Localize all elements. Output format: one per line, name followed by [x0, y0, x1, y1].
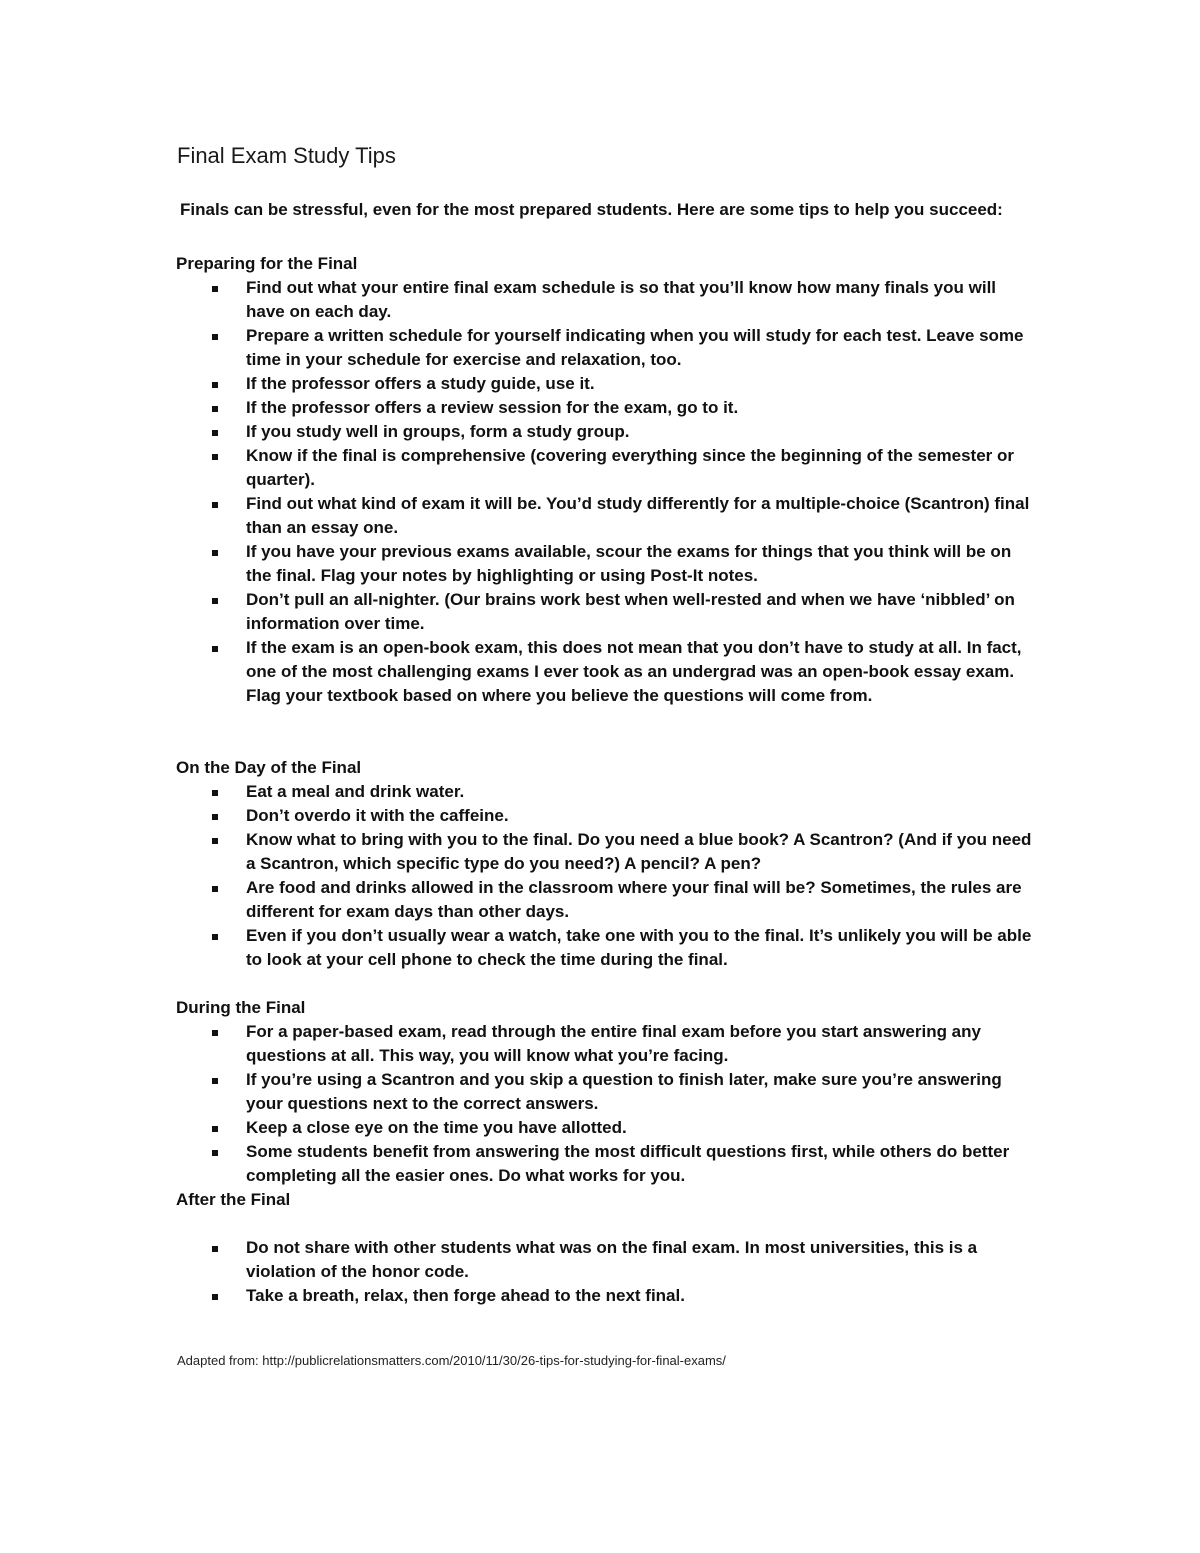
- square-bullet-icon: [212, 550, 218, 556]
- list-item-text: Are food and drinks allowed in the classroom where your final will be? Sometimes, the rules are different for exam days than other days.: [246, 878, 1022, 921]
- section-day-of: [176, 756, 1036, 972]
- tips-list: [176, 780, 1036, 972]
- square-bullet-icon: [212, 1150, 218, 1156]
- list-item-text: Know what to bring with you to the final. Do you need a blue book? A Scantron? (And if you need a Scantron, which specific type do you need?) A pencil? A pen?: [246, 830, 1032, 873]
- square-bullet-icon: [212, 454, 218, 460]
- square-bullet-icon: [212, 598, 218, 604]
- list-item: [246, 540, 1036, 588]
- square-bullet-icon: [212, 886, 218, 892]
- list-item: [246, 804, 1036, 828]
- square-bullet-icon: [212, 382, 218, 388]
- square-bullet-icon: [212, 334, 218, 340]
- square-bullet-icon: [212, 1078, 218, 1084]
- list-item: [246, 1236, 1036, 1284]
- list-item-text: Take a breath, relax, then forge ahead to the next final.: [246, 1286, 685, 1305]
- list-item: [246, 1020, 1036, 1068]
- list-item: [246, 1284, 1036, 1308]
- tips-list: [176, 1020, 1036, 1188]
- section-after: [176, 1188, 1036, 1308]
- document-title: Final Exam Study Tips: [177, 143, 396, 168]
- spacer: [176, 708, 1036, 756]
- square-bullet-icon: [212, 814, 218, 820]
- list-item: [246, 828, 1036, 876]
- list-item: [246, 876, 1036, 924]
- tips-list: [176, 1236, 1036, 1308]
- square-bullet-icon: [212, 286, 218, 292]
- section-heading: Preparing for the Final: [176, 254, 358, 273]
- square-bullet-icon: [212, 502, 218, 508]
- square-bullet-icon: [212, 1246, 218, 1252]
- document-body: [176, 252, 1036, 1308]
- list-item-text: Keep a close eye on the time you have allotted.: [246, 1118, 627, 1137]
- list-item-text: Don’t pull an all-nighter. (Our brains work best when well-rested and when we have ‘nibbled’ on information over time.: [246, 590, 1015, 633]
- list-item-text: For a paper-based exam, read through the entire final exam before you start answering any questions at all. This way, you will know what you’re facing.: [246, 1022, 981, 1065]
- list-item-text: If the exam is an open-book exam, this does not mean that you don’t have to study at all. In fact, one of the most challenging exams I ever took as an undergrad was an open-book essay exam. Flag your textbook based on where you believe the questions will come from.: [246, 638, 1022, 705]
- list-item-text: Eat a meal and drink water.: [246, 782, 465, 801]
- list-item-text: Find out what kind of exam it will be. You’d study differently for a multiple-choice (Scantron) final than an essay one.: [246, 494, 1030, 537]
- list-item: [246, 924, 1036, 972]
- square-bullet-icon: [212, 646, 218, 652]
- list-item-text: Find out what your entire final exam schedule is so that you’ll know how many finals you will have on each day.: [246, 278, 997, 321]
- list-item-text: Know if the final is comprehensive (covering everything since the beginning of the semester or quarter).: [246, 446, 1014, 489]
- square-bullet-icon: [212, 934, 218, 940]
- list-item: [246, 636, 1036, 708]
- square-bullet-icon: [212, 430, 218, 436]
- list-item-text: If you’re using a Scantron and you skip a question to finish later, make sure you’re answering your questions next to the correct answers.: [246, 1070, 1002, 1113]
- square-bullet-icon: [212, 1030, 218, 1036]
- list-item-text: If you study well in groups, form a study group.: [246, 422, 630, 441]
- list-item: [246, 420, 1036, 444]
- section-heading: After the Final: [176, 1190, 291, 1209]
- tips-list: [176, 276, 1036, 708]
- list-item: [246, 492, 1036, 540]
- list-item-text: Prepare a written schedule for yourself indicating when you will study for each test. Leave some time in your schedule for exercise and relaxation, too.: [246, 326, 1024, 369]
- list-item: [246, 1140, 1036, 1188]
- section-heading: On the Day of the Final: [176, 758, 362, 777]
- list-item: [246, 444, 1036, 492]
- list-item: [246, 1068, 1036, 1116]
- section-during: [176, 996, 1036, 1188]
- list-item: [246, 324, 1036, 372]
- list-item-text: If the professor offers a review session for the exam, go to it.: [246, 398, 739, 417]
- square-bullet-icon: [212, 838, 218, 844]
- square-bullet-icon: [212, 1126, 218, 1132]
- section-heading: During the Final: [176, 998, 306, 1017]
- list-item-text: Don’t overdo it with the caffeine.: [246, 806, 509, 825]
- source-attribution: Adapted from: http://publicrelationsmatters.com/2010/11/30/26-tips-for-studying-for-final-exams/: [177, 1353, 726, 1368]
- square-bullet-icon: [212, 1294, 218, 1300]
- spacer: [176, 972, 1036, 996]
- list-item-text: Some students benefit from answering the most difficult questions first, while others do better completing all the easier ones. Do what works for you.: [246, 1142, 1010, 1185]
- list-item: [246, 1116, 1036, 1140]
- list-item-text: Do not share with other students what was on the final exam. In most universities, this is a violation of the honor code.: [246, 1238, 978, 1281]
- intro-paragraph: Finals can be stressful, even for the most prepared students. Here are some tips to help you succeed:: [180, 200, 1003, 219]
- spacer: [176, 1212, 1036, 1236]
- list-item: [246, 780, 1036, 804]
- list-item: [246, 396, 1036, 420]
- list-item: [246, 588, 1036, 636]
- section-preparing: [176, 252, 1036, 708]
- square-bullet-icon: [212, 406, 218, 412]
- list-item: [246, 372, 1036, 396]
- list-item-text: If the professor offers a study guide, use it.: [246, 374, 595, 393]
- list-item: [246, 276, 1036, 324]
- list-item-text: Even if you don’t usually wear a watch, take one with you to the final. It’s unlikely you will be able to look at your cell phone to check the time during the final.: [246, 926, 1032, 969]
- square-bullet-icon: [212, 790, 218, 796]
- list-item-text: If you have your previous exams available, scour the exams for things that you think will be on the final. Flag your notes by highlighting or using Post-It notes.: [246, 542, 1012, 585]
